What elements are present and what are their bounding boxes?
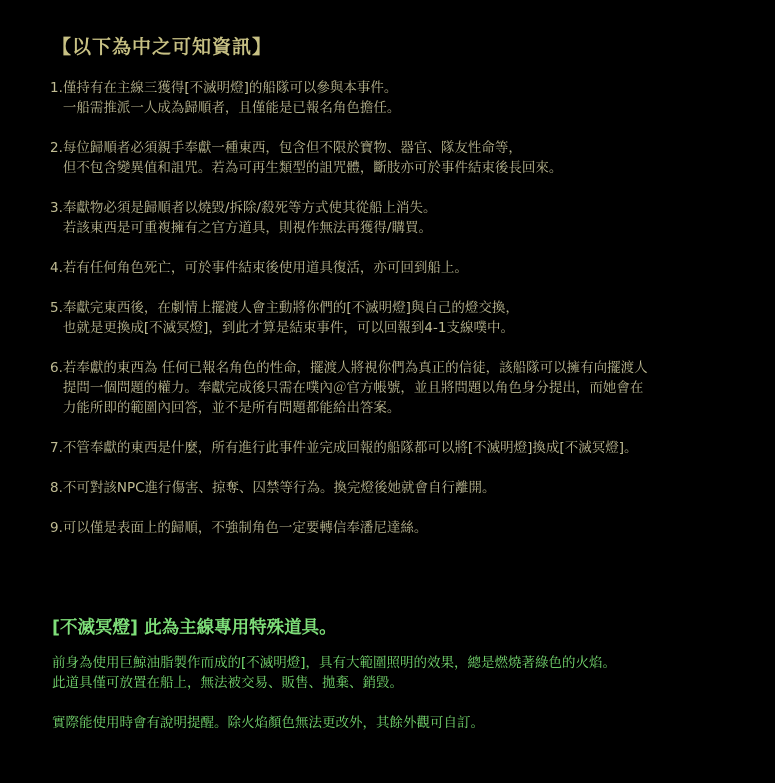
- rule-line: 若該東西是可重複擁有之官方道具，則視作無法再獲得/購買。: [62, 220, 432, 236]
- rule-number: 5.: [50, 300, 63, 316]
- rule-line: 若奉獻的東西為 任何已報名角色的性命，擺渡人將視你們為真正的信徒，該船隊可以擁有向擺渡人: [62, 360, 648, 376]
- rule-text: [63, 298, 760, 338]
- rule-line: 可以僅是表面上的歸順，不強制角色一定要轉信奉潘尼達絲。: [62, 520, 428, 536]
- rule-line: 奉獻物必須是歸順者以燒毀/拆除/殺死等方式使其從船上消失。: [62, 200, 437, 216]
- rule-number: 6.: [50, 360, 63, 376]
- rules-list: [50, 78, 760, 558]
- rule-item: [50, 298, 760, 338]
- rule-number: 2.: [50, 140, 63, 156]
- rule-item: [50, 138, 760, 178]
- rule-line: 奉獻完東西後，在劇情上擺渡人會主動將你們的[不滅明燈]與自己的燈交換，: [62, 300, 519, 316]
- item-description-line: 前身為使用巨鯨油脂製作而成的[不滅明燈]，具有大範圍照明的效果，總是燃燒著綠色的火焰。: [52, 655, 617, 671]
- rule-text: [63, 138, 760, 178]
- rule-item: [50, 518, 760, 538]
- rule-number: 9.: [50, 520, 63, 536]
- rule-item: [50, 438, 760, 458]
- item-title: [不滅冥燈] 此為主線專用特殊道具。: [52, 618, 337, 638]
- rule-item: [50, 78, 760, 118]
- rule-number: 4.: [50, 260, 63, 276]
- rule-line: 若有任何角色死亡，可於事件結束後使用道具復活，亦可回到船上。: [62, 260, 468, 276]
- rule-item: [50, 478, 760, 498]
- rule-number: 3.: [50, 200, 63, 216]
- rule-line: 不可對該NPC進行傷害、掠奪、囚禁等行為。換完燈後她就會自行離開。: [62, 480, 496, 496]
- rule-line: 提問一個問題的權力。奉獻完成後只需在噗內＠官方帳號，並且將問題以角色身分提出，而她會在: [62, 380, 644, 396]
- rule-text: [63, 478, 760, 498]
- rule-line: 一船需推派一人成為歸順者，且僅能是已報名角色擔任。: [62, 100, 401, 116]
- rule-item: [50, 258, 760, 278]
- rule-text: [63, 358, 760, 418]
- rule-line: 每位歸順者必須親手奉獻一種東西，包含但不限於寶物、器官、隊友性命等，: [62, 140, 522, 156]
- rule-text: [63, 198, 760, 238]
- rule-number: 7.: [50, 440, 63, 456]
- section-title: 【以下為中之可知資訊】: [52, 36, 273, 58]
- rule-text: [63, 438, 760, 458]
- rule-line: 不管奉獻的東西是什麼，所有進行此事件並完成回報的船隊都可以將[不滅明燈]換成[不滅冥燈]。: [62, 440, 638, 456]
- item-description-line: 此道具僅可放置在船上，無法被交易、販售、拋棄、銷毀。: [52, 675, 403, 691]
- rule-item: [50, 198, 760, 238]
- rule-text: [63, 78, 760, 118]
- item-note: 實際能使用時會有說明提醒。除火焰顏色無法更改外，其餘外觀可自訂。: [52, 715, 484, 731]
- item-block: [52, 614, 752, 733]
- rule-line: 但不包含變異值和詛咒。若為可再生類型的詛咒體，斷肢亦可於事件結束後長回來。: [62, 160, 563, 176]
- rule-line: 力能所即的範圍內回答，並不是所有問題都能給出答案。: [62, 400, 401, 416]
- rule-item: [50, 358, 760, 418]
- rule-text: [63, 518, 760, 538]
- rule-number: 8.: [50, 480, 63, 496]
- rule-text: [63, 258, 760, 278]
- rule-number: 1.: [50, 80, 63, 96]
- rule-line: 也就是更換成[不滅冥燈]，到此才算是結束事件，可以回報到4-1支線噗中。: [62, 320, 514, 336]
- item-description: [52, 653, 752, 693]
- rule-line: 僅持有在主線三獲得[不滅明燈]的船隊可以參與本事件。: [62, 80, 398, 96]
